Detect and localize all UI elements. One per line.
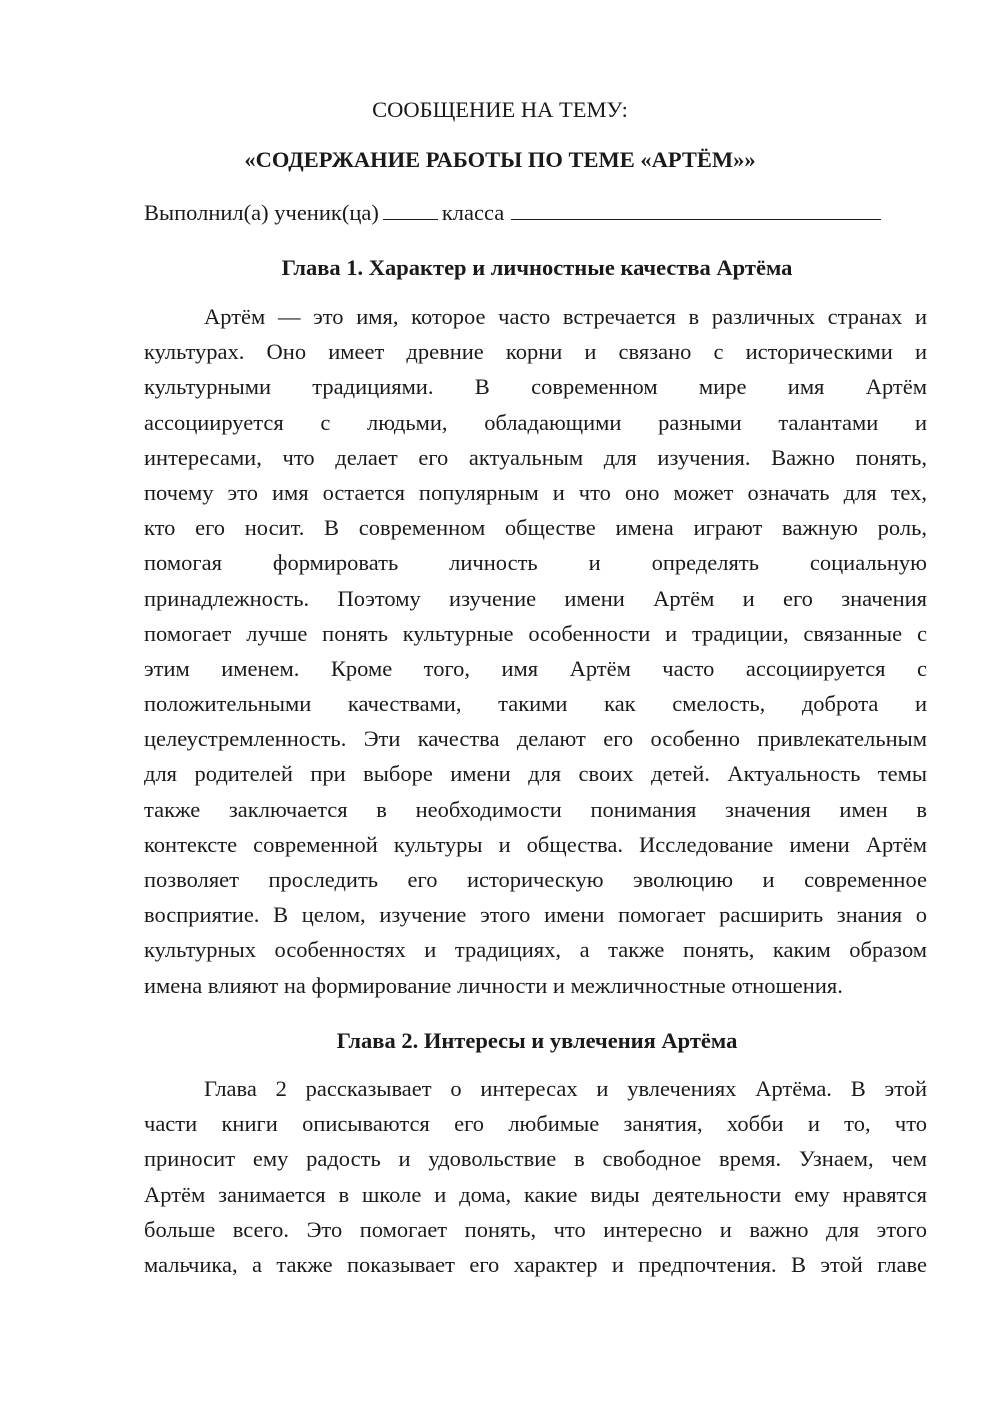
paragraph-line: ассоциируется с людьми, обладающими разными талантами и: [144, 409, 927, 435]
paragraph-line: кто его носит. В современном обществе имена играют важную роль,: [144, 515, 927, 541]
paragraph-line: позволяет проследить его историческую эволюцию и современное: [144, 867, 927, 892]
chapter-1-paragraph: [144, 299, 927, 1003]
paragraph-line: помогая формировать личность и определять социальную: [144, 550, 927, 576]
document-title-line-1: СООБЩЕНИЕ НА ТЕМУ:: [372, 97, 628, 122]
byline-class-label: класса: [441, 200, 505, 225]
student-name-blank: [511, 197, 881, 220]
paragraph-line: Артём занимается в школе и дома, какие виды деятельности ему нравятся: [144, 1181, 927, 1207]
paragraph-line: принадлежность. Поэтому изучение имени Артём и его значения: [144, 585, 927, 611]
paragraph-line: Глава 2 рассказывает о интересах и увлечениях Артёма. В этой: [204, 1076, 927, 1101]
paragraph-line: культурными традициями. В современном мире имя Артём: [144, 374, 927, 400]
chapter-2-heading: Глава 2. Интересы и увлечения Артёма: [336, 1028, 738, 1053]
chapter-1-heading: Глава 1. Характер и личностные качества Артёма: [281, 255, 793, 280]
paragraph-line: почему это имя остается популярным и что оно может означать для тех,: [144, 479, 927, 505]
paragraph-line: Артём — это имя, которое часто встречается в различных странах и: [204, 304, 927, 329]
paragraph-line: культурах. Оно имеет древние корни и связано с историческими и: [144, 339, 927, 365]
paragraph-line: мальчика, а также показывает его характер и предпочтения. В этой главе: [144, 1251, 927, 1277]
paragraph-line: этим именем. Кроме того, имя Артём часто ассоциируется с: [144, 655, 927, 681]
byline: [144, 197, 881, 228]
byline-prefix: Выполнил(а) ученик(ца): [144, 200, 379, 225]
paragraph-line: положительными качествами, такими как смелость, доброта и: [144, 691, 927, 717]
paragraph-line: приносит ему радость и удовольствие в свободное время. Узнаем, чем: [144, 1146, 927, 1172]
paragraph-line: помогает лучше понять культурные особенности и традиции, связанные с: [144, 620, 927, 646]
paragraph-line: также заключается в необходимости понимания значения имен в: [144, 796, 927, 822]
paragraph-line: контексте современной культуры и общества. Исследование имени Артём: [144, 831, 927, 857]
paragraph-line: интересами, что делает его актуальным для изучения. Важно понять,: [144, 444, 927, 470]
class-number-blank: [383, 197, 438, 220]
chapter-2-paragraph: [144, 1071, 927, 1282]
paragraph-line: части книги описываются его любимые занятия, хобби и то, что: [144, 1111, 927, 1137]
paragraph-line: для родителей при выборе имени для своих детей. Актуальность темы: [144, 761, 927, 787]
paragraph-line: больше всего. Это помогает понять, что интересно и важно для этого: [144, 1216, 927, 1242]
document-title-line-2: «СОДЕРЖАНИЕ РАБОТЫ ПО ТЕМЕ «АРТЁМ»»: [244, 147, 756, 172]
paragraph-line: имена влияют на формирование личности и межличностные отношения.: [144, 972, 843, 998]
paragraph-line: целеустремленность. Эти качества делают его особенно привлекательным: [144, 726, 927, 752]
paragraph-line: восприятие. В целом, изучение этого имени помогает расширить знания о: [144, 902, 927, 928]
paragraph-line: культурных особенностях и традициях, а также понять, каким образом: [144, 937, 927, 963]
